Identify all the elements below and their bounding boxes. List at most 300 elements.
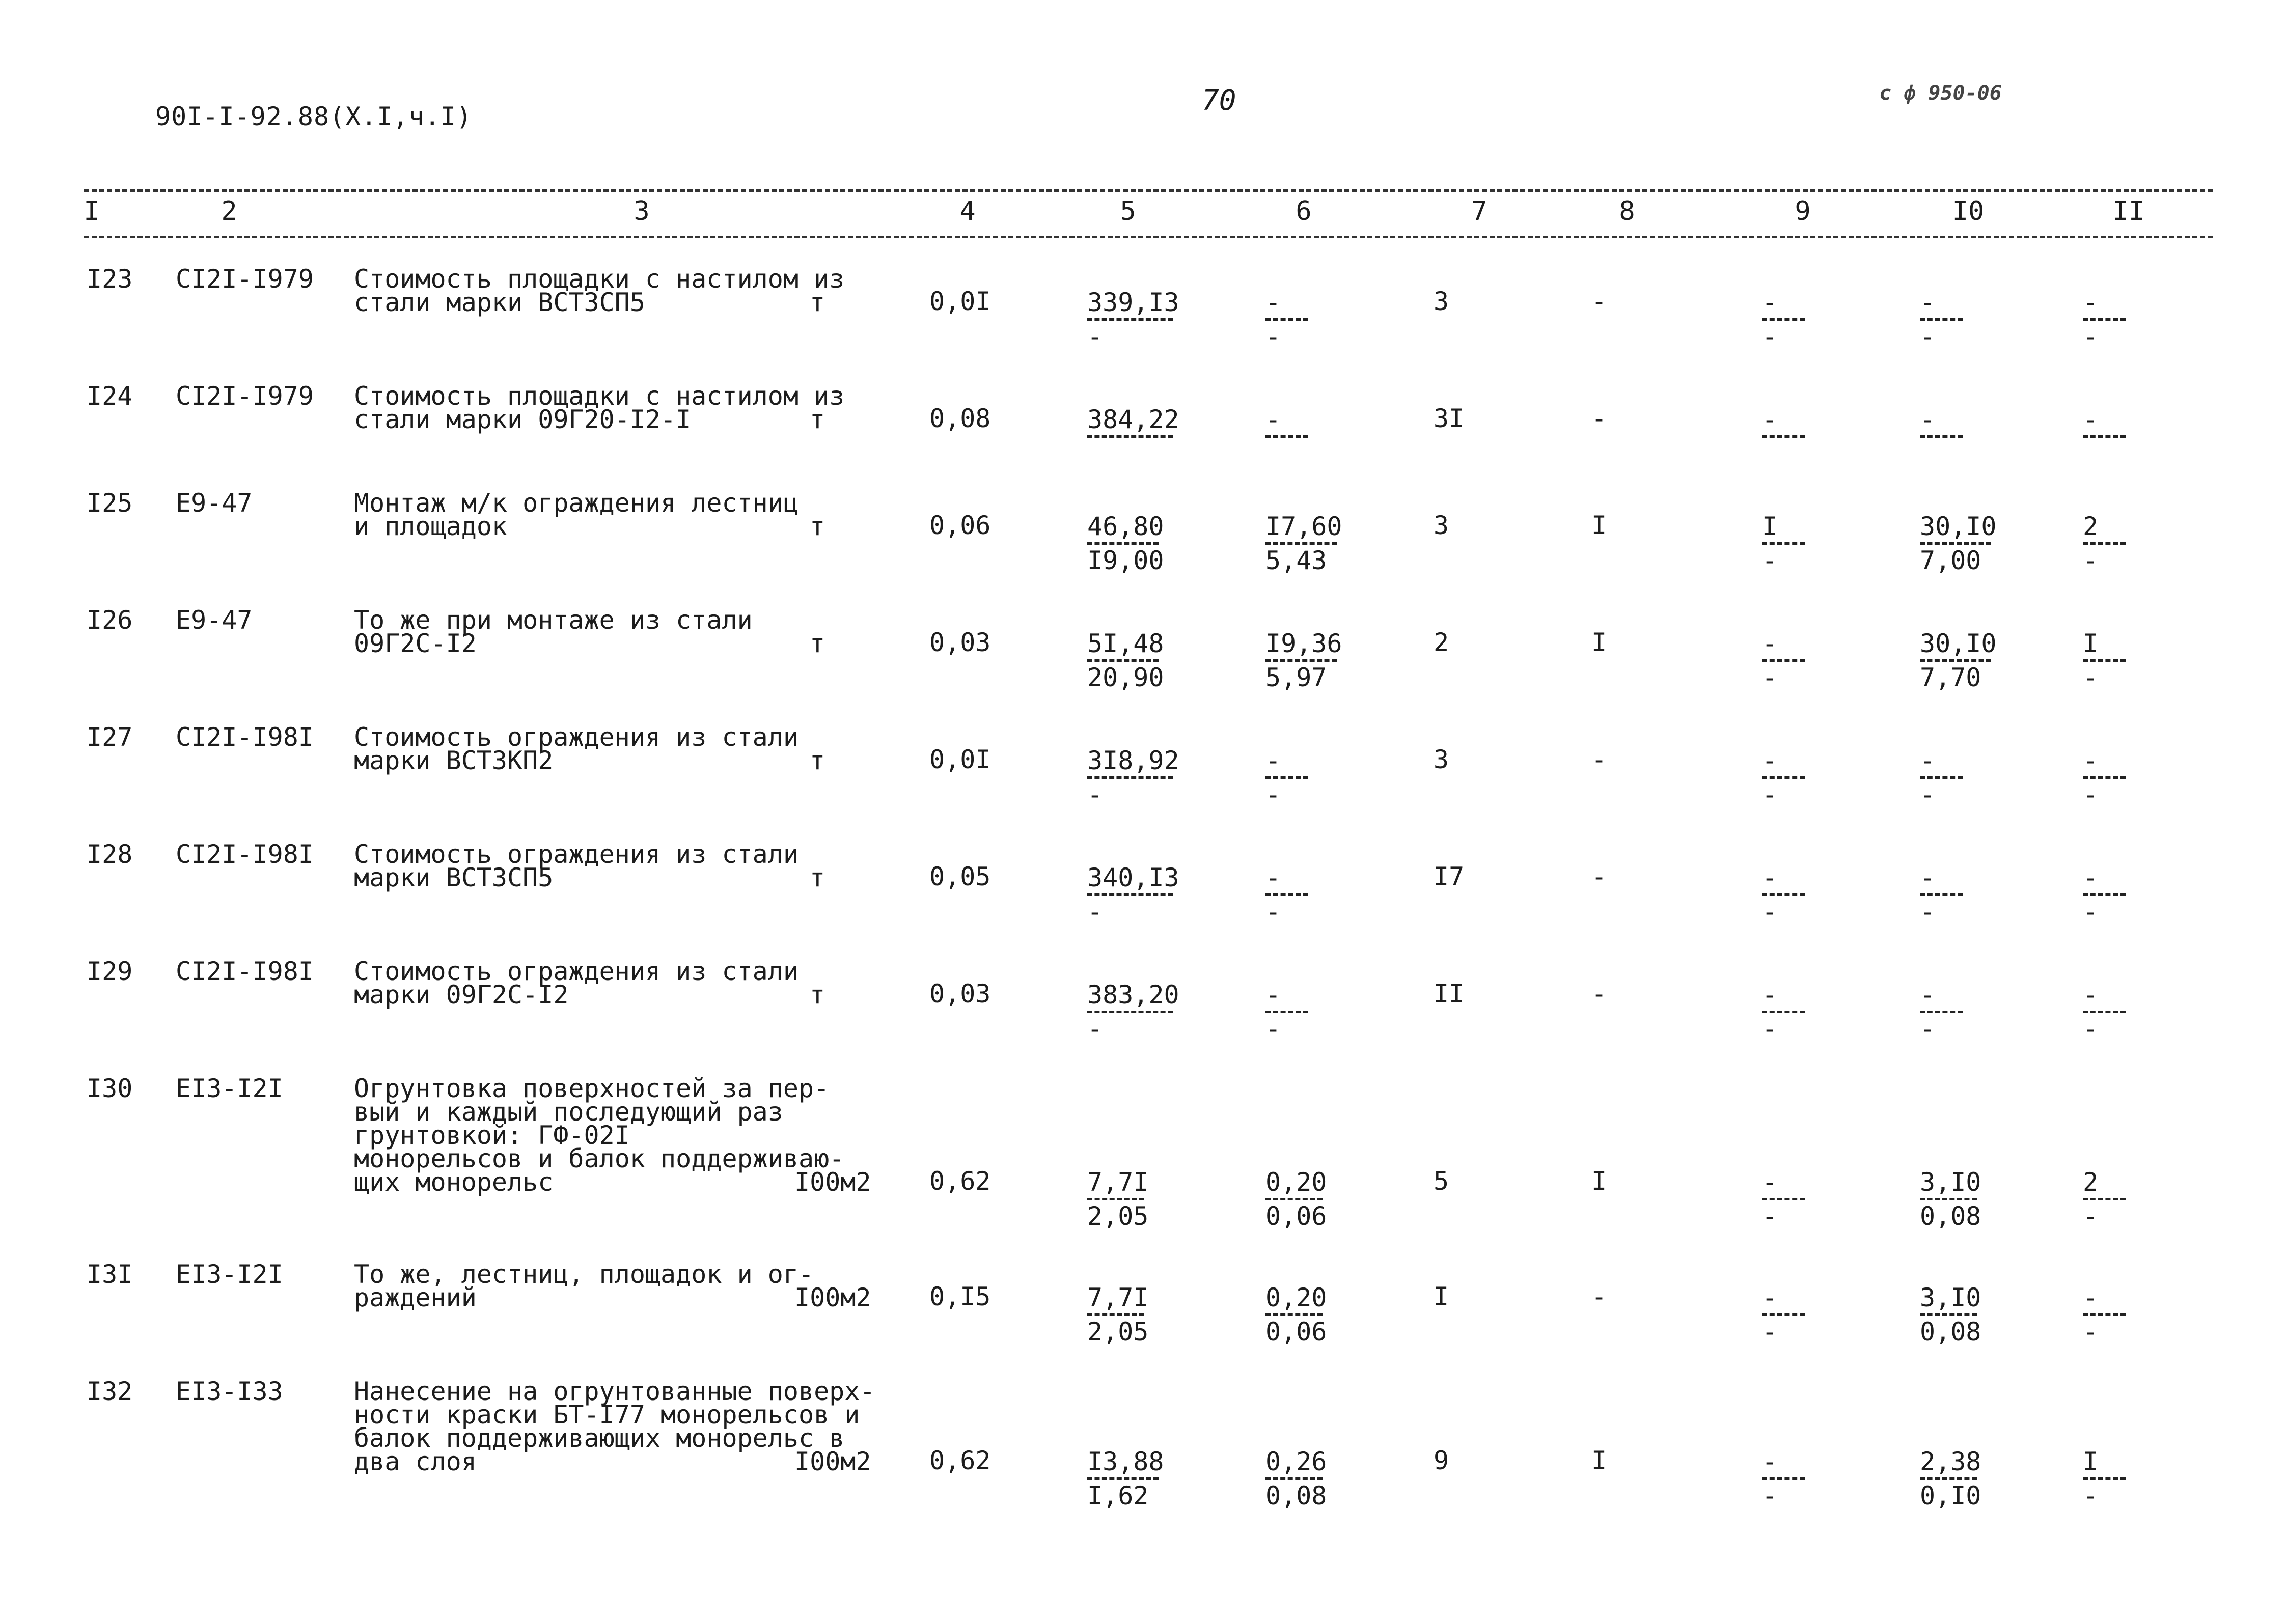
col7-value: 3 bbox=[1434, 287, 1449, 316]
cost-total-numerator: I3,88 bbox=[1087, 1447, 1164, 1476]
cost-total-fraction-bar bbox=[1087, 1313, 1144, 1316]
col10-value-denominator: 0,I0 bbox=[1920, 1481, 1981, 1510]
cost-machines bbox=[1265, 865, 1308, 925]
col8-value: - bbox=[1591, 287, 1607, 316]
col8-value: I bbox=[1591, 1166, 1607, 1196]
cost-total bbox=[1087, 982, 1179, 1042]
cost-total-denominator: 2,05 bbox=[1087, 1317, 1149, 1347]
col10-value-denominator: 0,08 bbox=[1920, 1201, 1981, 1231]
cost-total-fraction-bar bbox=[1087, 542, 1159, 545]
work-description-line: ности краски БТ-I77 монорельсов и bbox=[354, 1400, 860, 1430]
cost-machines-fraction-bar bbox=[1265, 776, 1308, 779]
quantity: 0,08 bbox=[929, 404, 991, 433]
cost-machines-fraction-bar bbox=[1265, 893, 1308, 896]
col9-value bbox=[1762, 407, 1805, 466]
col11-value-fraction-bar bbox=[2083, 893, 2126, 896]
col11-value-fraction-bar bbox=[2083, 435, 2126, 438]
norm-code: CI2I-I979 bbox=[176, 264, 314, 294]
col7-value: 3 bbox=[1434, 511, 1449, 540]
cost-machines-denominator: 0,06 bbox=[1265, 1201, 1327, 1231]
work-description-line: щих монорельс bbox=[354, 1167, 554, 1197]
unit: т bbox=[810, 288, 825, 317]
cost-total-denominator: 2,05 bbox=[1087, 1201, 1149, 1231]
work-description-line: Стоимость ограждения из стали bbox=[354, 957, 798, 986]
cost-machines-fraction-bar bbox=[1265, 1477, 1323, 1480]
work-description-line: два слоя bbox=[354, 1447, 477, 1476]
col11-value bbox=[2083, 1169, 2126, 1229]
norm-code: CI2I-I98I bbox=[176, 722, 314, 752]
cost-machines bbox=[1265, 1449, 1327, 1508]
cost-machines bbox=[1265, 514, 1342, 573]
work-description-line: То же при монтаже из стали bbox=[354, 605, 753, 635]
cost-machines-fraction-bar bbox=[1265, 318, 1308, 321]
unit: т bbox=[810, 746, 825, 775]
col9-value-fraction-bar bbox=[1762, 1011, 1805, 1013]
col11-value bbox=[2083, 290, 2126, 349]
col11-value-fraction-bar bbox=[2083, 542, 2126, 545]
col10-value-numerator: - bbox=[1920, 405, 1936, 434]
cost-total-numerator: 3I8,92 bbox=[1087, 746, 1179, 775]
col11-value-numerator: 2 bbox=[2083, 512, 2099, 541]
cost-machines bbox=[1265, 407, 1308, 466]
col8-value: - bbox=[1591, 745, 1607, 774]
cost-total-fraction-bar bbox=[1087, 893, 1173, 896]
column-header-5: 5 bbox=[1120, 196, 1136, 227]
norm-code: E9-47 bbox=[176, 488, 253, 518]
cost-machines-fraction-bar bbox=[1265, 1313, 1323, 1316]
row-number: I23 bbox=[87, 264, 133, 294]
col9-value-denominator: - bbox=[1762, 780, 1778, 809]
cost-total bbox=[1087, 407, 1179, 466]
col11-value-numerator: - bbox=[2083, 746, 2099, 775]
col9-value bbox=[1762, 982, 1805, 1042]
cost-total-numerator: 5I,48 bbox=[1087, 629, 1164, 658]
col9-value-numerator: I bbox=[1762, 512, 1778, 541]
norm-code: EI3-I33 bbox=[176, 1377, 283, 1406]
col9-value-denominator: - bbox=[1762, 663, 1778, 692]
col11-value-numerator: I bbox=[2083, 629, 2099, 658]
col9-value-numerator: - bbox=[1762, 288, 1778, 317]
cost-machines-denominator: 0,06 bbox=[1265, 1317, 1327, 1347]
col8-value: I bbox=[1591, 1446, 1607, 1475]
cost-machines-fraction-bar bbox=[1265, 1011, 1308, 1013]
work-description-line: грунтовкой: ГФ-02I bbox=[354, 1121, 630, 1150]
col8-value: - bbox=[1591, 1282, 1607, 1311]
cost-total-fraction-bar bbox=[1087, 1011, 1173, 1013]
col9-value bbox=[1762, 1285, 1805, 1345]
cost-machines bbox=[1265, 748, 1308, 807]
col7-value: 9 bbox=[1434, 1446, 1449, 1475]
cost-machines-numerator: 0,20 bbox=[1265, 1167, 1327, 1197]
cost-machines-numerator: - bbox=[1265, 405, 1281, 434]
col11-value bbox=[2083, 748, 2126, 807]
col11-value-denominator: - bbox=[2083, 663, 2099, 692]
cost-machines-fraction-bar bbox=[1265, 659, 1337, 662]
column-header-2: 2 bbox=[221, 196, 237, 227]
row-number: I30 bbox=[87, 1074, 133, 1103]
norm-code: E9-47 bbox=[176, 605, 253, 635]
col11-value-numerator: - bbox=[2083, 288, 2099, 317]
col9-value-numerator: - bbox=[1762, 405, 1778, 434]
col10-value bbox=[1920, 631, 1997, 690]
col9-value-numerator: - bbox=[1762, 1447, 1778, 1476]
column-header-9: 9 bbox=[1795, 196, 1811, 227]
col10-value bbox=[1920, 865, 1963, 925]
col7-value: 3I bbox=[1434, 404, 1465, 433]
col11-value bbox=[2083, 631, 2126, 690]
cost-machines-fraction-bar bbox=[1265, 435, 1308, 438]
cost-machines-denominator: 5,97 bbox=[1265, 663, 1327, 692]
col10-value-fraction-bar bbox=[1920, 1198, 1977, 1200]
work-description bbox=[354, 1074, 845, 1197]
col10-value-fraction-bar bbox=[1920, 776, 1963, 779]
document-code: 90I-I-92.88(X.I,ч.I) bbox=[155, 102, 473, 131]
work-description-line: стали марки ВСТ3СП5 bbox=[354, 288, 645, 317]
quantity: 0,03 bbox=[929, 628, 991, 657]
cost-total-denominator: - bbox=[1087, 322, 1103, 351]
col11-value-numerator: - bbox=[2083, 1283, 2099, 1312]
cost-machines-fraction-bar bbox=[1265, 1198, 1323, 1200]
work-description-line: монорельсов и балок поддерживаю- bbox=[354, 1144, 845, 1173]
col9-value-fraction-bar bbox=[1762, 318, 1805, 321]
col10-value-numerator: - bbox=[1920, 288, 1936, 317]
col9-value-denominator: - bbox=[1762, 897, 1778, 927]
column-header-8: 8 bbox=[1619, 196, 1635, 227]
cost-total-fraction-bar bbox=[1087, 776, 1173, 779]
cost-total-numerator: 384,22 bbox=[1087, 405, 1179, 434]
col11-value-denominator: - bbox=[2083, 1014, 2099, 1044]
column-header-10: I0 bbox=[1952, 196, 1985, 227]
col11-value bbox=[2083, 514, 2126, 573]
col10-value-fraction-bar bbox=[1920, 435, 1963, 438]
work-description-line: марки 09Г2С-I2 bbox=[354, 980, 569, 1010]
unit: I00м2 bbox=[794, 1283, 871, 1312]
cost-machines bbox=[1265, 631, 1342, 690]
column-header-11: II bbox=[2112, 196, 2145, 227]
col11-value bbox=[2083, 982, 2126, 1042]
cost-machines-numerator: I9,36 bbox=[1265, 629, 1342, 658]
cost-machines bbox=[1265, 1285, 1327, 1345]
cost-total bbox=[1087, 1449, 1164, 1508]
cost-machines-numerator: - bbox=[1265, 863, 1281, 892]
cost-total-denominator: - bbox=[1087, 1014, 1103, 1044]
norm-code: CI2I-I98I bbox=[176, 839, 314, 869]
col10-value-fraction-bar bbox=[1920, 318, 1963, 321]
col10-value-denominator: - bbox=[1920, 1014, 1936, 1044]
col11-value-fraction-bar bbox=[2083, 659, 2126, 662]
col11-value-fraction-bar bbox=[2083, 1313, 2126, 1316]
col7-value: 3 bbox=[1434, 745, 1449, 774]
col10-value-numerator: - bbox=[1920, 863, 1936, 892]
col11-value-numerator: - bbox=[2083, 863, 2099, 892]
col8-value: - bbox=[1591, 862, 1607, 891]
cost-total-numerator: 340,I3 bbox=[1087, 863, 1179, 892]
col11-value-denominator: - bbox=[2083, 1481, 2099, 1510]
row-number: I3I bbox=[87, 1259, 133, 1289]
row-number: I28 bbox=[87, 839, 133, 869]
col10-value bbox=[1920, 1169, 1981, 1229]
col11-value-numerator: 2 bbox=[2083, 1167, 2099, 1197]
cost-total-numerator: 46,80 bbox=[1087, 512, 1164, 541]
col10-value-denominator: - bbox=[1920, 322, 1936, 351]
cost-total-denominator: - bbox=[1087, 780, 1103, 809]
column-header-4: 4 bbox=[959, 196, 976, 227]
col10-value-numerator: - bbox=[1920, 746, 1936, 775]
cost-total-numerator: 339,I3 bbox=[1087, 288, 1179, 317]
col11-value-denominator: - bbox=[2083, 546, 2099, 575]
col10-value bbox=[1920, 290, 1963, 349]
unit: т bbox=[810, 405, 825, 434]
col11-value-fraction-bar bbox=[2083, 1011, 2126, 1013]
col10-value-denominator: - bbox=[1920, 780, 1936, 809]
col8-value: I bbox=[1591, 628, 1607, 657]
col11-value bbox=[2083, 1449, 2126, 1508]
col10-value-denominator: 7,00 bbox=[1920, 546, 1981, 575]
col10-value bbox=[1920, 748, 1963, 807]
cost-total-numerator: 383,20 bbox=[1087, 980, 1179, 1010]
cost-total-numerator: 7,7I bbox=[1087, 1167, 1149, 1197]
col9-value bbox=[1762, 514, 1805, 573]
col10-value-numerator: 3,I0 bbox=[1920, 1167, 1981, 1197]
unit: I00м2 bbox=[794, 1167, 871, 1197]
col9-value bbox=[1762, 631, 1805, 690]
cost-machines-numerator: 0,20 bbox=[1265, 1283, 1327, 1312]
col9-value-denominator: - bbox=[1762, 1317, 1778, 1347]
col10-value-fraction-bar bbox=[1920, 1313, 1977, 1316]
work-description bbox=[354, 957, 798, 1010]
cost-machines bbox=[1265, 982, 1308, 1042]
col10-value-numerator: 30,I0 bbox=[1920, 512, 1997, 541]
col9-value bbox=[1762, 865, 1805, 925]
cost-machines-denominator: 5,43 bbox=[1265, 546, 1327, 575]
work-description-line: стали марки 09Г20-I2-I bbox=[354, 405, 692, 434]
work-description-line: Стоимость площадки с настилом из bbox=[354, 264, 845, 294]
quantity: 0,0I bbox=[929, 287, 991, 316]
cost-total bbox=[1087, 865, 1179, 925]
col10-value-fraction-bar bbox=[1920, 659, 1991, 662]
cost-total bbox=[1087, 1169, 1148, 1229]
row-number: I26 bbox=[87, 605, 133, 635]
work-description bbox=[354, 381, 845, 434]
work-description-line: и площадок bbox=[354, 512, 508, 541]
quantity: 0,62 bbox=[929, 1166, 991, 1196]
col11-value bbox=[2083, 1285, 2126, 1345]
unit: I00м2 bbox=[794, 1447, 871, 1476]
col11-value-fraction-bar bbox=[2083, 318, 2126, 321]
col9-value-fraction-bar bbox=[1762, 1477, 1805, 1480]
quantity: 0,0I bbox=[929, 745, 991, 774]
header-rule-top bbox=[84, 189, 2213, 192]
cost-machines-numerator: - bbox=[1265, 980, 1281, 1010]
col9-value bbox=[1762, 748, 1805, 807]
col9-value-denominator: - bbox=[1762, 546, 1778, 575]
cost-total-denominator: - bbox=[1087, 897, 1103, 927]
row-number: I29 bbox=[87, 957, 133, 986]
col10-value-numerator: 30,I0 bbox=[1920, 629, 1997, 658]
col9-value-numerator: - bbox=[1762, 863, 1778, 892]
column-header-3: 3 bbox=[634, 196, 650, 227]
col10-value-denominator: - bbox=[1920, 897, 1936, 927]
work-description-line: То же, лестниц, площадок и ог- bbox=[354, 1259, 814, 1289]
work-description-line: Стоимость ограждения из стали bbox=[354, 722, 798, 752]
archive-stamp: с ф 950-06 bbox=[1879, 81, 2002, 105]
cost-total bbox=[1087, 290, 1179, 349]
norm-code: EI3-I2I bbox=[176, 1259, 283, 1289]
work-description bbox=[354, 722, 798, 775]
col7-value: I7 bbox=[1434, 862, 1465, 891]
work-description bbox=[354, 488, 798, 541]
col10-value-denominator: 7,70 bbox=[1920, 663, 1981, 692]
column-header-6: 6 bbox=[1296, 196, 1312, 227]
col7-value: II bbox=[1434, 979, 1465, 1009]
norm-code: EI3-I2I bbox=[176, 1074, 283, 1103]
col9-value-numerator: - bbox=[1762, 1283, 1778, 1312]
cost-total-denominator: I,62 bbox=[1087, 1481, 1149, 1510]
cost-machines-denominator: 0,08 bbox=[1265, 1481, 1327, 1510]
col9-value bbox=[1762, 1449, 1805, 1508]
row-number: I24 bbox=[87, 381, 133, 411]
quantity: 0,03 bbox=[929, 979, 991, 1009]
col11-value-denominator: - bbox=[2083, 322, 2099, 351]
work-description-line: вый и каждый последующий раз bbox=[354, 1097, 783, 1127]
work-description-line: Огрунтовка поверхностей за пер- bbox=[354, 1074, 830, 1103]
col11-value-numerator: I bbox=[2083, 1447, 2099, 1476]
col10-value bbox=[1920, 1449, 1981, 1508]
cost-machines-denominator: - bbox=[1265, 322, 1281, 351]
col10-value-numerator: - bbox=[1920, 980, 1936, 1010]
col11-value-denominator: - bbox=[2083, 1317, 2099, 1347]
cost-total bbox=[1087, 514, 1164, 573]
work-description bbox=[354, 605, 753, 658]
cost-machines-denominator: - bbox=[1265, 780, 1281, 809]
col9-value-denominator: - bbox=[1762, 1201, 1778, 1231]
work-description-line: Монтаж м/к ограждения лестниц bbox=[354, 488, 798, 518]
quantity: 0,05 bbox=[929, 862, 991, 891]
col10-value bbox=[1920, 1285, 1981, 1345]
col10-value-fraction-bar bbox=[1920, 1011, 1963, 1013]
col10-value bbox=[1920, 407, 1963, 466]
col9-value-numerator: - bbox=[1762, 629, 1778, 658]
header-rule-bottom bbox=[84, 236, 2213, 238]
quantity: 0,I5 bbox=[929, 1282, 991, 1311]
cost-total-fraction-bar bbox=[1087, 318, 1173, 321]
work-description-line: марки ВСТ3КП2 bbox=[354, 746, 554, 775]
col11-value-denominator: - bbox=[2083, 897, 2099, 927]
col9-value bbox=[1762, 290, 1805, 349]
work-description bbox=[354, 839, 798, 892]
cost-total-numerator: 7,7I bbox=[1087, 1283, 1149, 1312]
unit: т bbox=[810, 629, 825, 658]
quantity: 0,06 bbox=[929, 511, 991, 540]
col7-value: 2 bbox=[1434, 628, 1449, 657]
col11-value-numerator: - bbox=[2083, 405, 2099, 434]
col9-value-fraction-bar bbox=[1762, 1313, 1805, 1316]
col9-value-denominator: - bbox=[1762, 1481, 1778, 1510]
row-number: I25 bbox=[87, 488, 133, 518]
col10-value-numerator: 3,I0 bbox=[1920, 1283, 1981, 1312]
col9-value-fraction-bar bbox=[1762, 893, 1805, 896]
col11-value-denominator: - bbox=[2083, 1201, 2099, 1231]
col11-value-fraction-bar bbox=[2083, 1477, 2126, 1480]
work-description-line: Стоимость площадки с настилом из bbox=[354, 381, 845, 411]
col8-value: - bbox=[1591, 979, 1607, 1009]
col8-value: I bbox=[1591, 511, 1607, 540]
norm-code: CI2I-I979 bbox=[176, 381, 314, 411]
quantity: 0,62 bbox=[929, 1446, 991, 1475]
col9-value-numerator: - bbox=[1762, 980, 1778, 1010]
cost-machines bbox=[1265, 1169, 1327, 1229]
cost-machines-numerator: I7,60 bbox=[1265, 512, 1342, 541]
cost-machines-denominator: - bbox=[1265, 1014, 1281, 1044]
column-header-1: I bbox=[84, 196, 100, 227]
cost-machines-numerator: - bbox=[1265, 288, 1281, 317]
row-number: I27 bbox=[87, 722, 133, 752]
col10-value-fraction-bar bbox=[1920, 893, 1963, 896]
col9-value-fraction-bar bbox=[1762, 1198, 1805, 1200]
col10-value bbox=[1920, 982, 1963, 1042]
col10-value-fraction-bar bbox=[1920, 542, 1991, 545]
cost-machines-numerator: - bbox=[1265, 746, 1281, 775]
work-description-line: балок поддерживающих монорельс в bbox=[354, 1423, 845, 1453]
col9-value-fraction-bar bbox=[1762, 542, 1805, 545]
cost-total-fraction-bar bbox=[1087, 1477, 1159, 1480]
cost-total bbox=[1087, 748, 1179, 807]
col9-value bbox=[1762, 1169, 1805, 1229]
work-description bbox=[354, 1259, 814, 1312]
col9-value-numerator: - bbox=[1762, 746, 1778, 775]
col11-value-numerator: - bbox=[2083, 980, 2099, 1010]
work-description-line: раждений bbox=[354, 1283, 477, 1312]
col7-value: I bbox=[1434, 1282, 1449, 1311]
cost-total-fraction-bar bbox=[1087, 1198, 1144, 1200]
col10-value-numerator: 2,38 bbox=[1920, 1447, 1981, 1476]
unit: т bbox=[810, 980, 825, 1010]
unit: т bbox=[810, 863, 825, 892]
cost-total-denominator: 20,90 bbox=[1087, 663, 1164, 692]
norm-code: CI2I-I98I bbox=[176, 957, 314, 986]
col7-value: 5 bbox=[1434, 1166, 1449, 1196]
col9-value-denominator: - bbox=[1762, 1014, 1778, 1044]
col9-value-fraction-bar bbox=[1762, 776, 1805, 779]
work-description-line: марки ВСТ3СП5 bbox=[354, 863, 554, 892]
col11-value-denominator: - bbox=[2083, 780, 2099, 809]
col11-value-fraction-bar bbox=[2083, 776, 2126, 779]
page-number: 70 bbox=[1202, 84, 1236, 117]
cost-total-fraction-bar bbox=[1087, 659, 1159, 662]
work-description-line: Нанесение на огрунтованные поверх- bbox=[354, 1377, 875, 1406]
cost-machines-fraction-bar bbox=[1265, 542, 1337, 545]
col11-value bbox=[2083, 865, 2126, 925]
col9-value-denominator: - bbox=[1762, 322, 1778, 351]
col11-value-fraction-bar bbox=[2083, 1198, 2126, 1200]
work-description bbox=[354, 264, 845, 317]
cost-total-fraction-bar bbox=[1087, 435, 1173, 438]
cost-total-denominator: I9,00 bbox=[1087, 546, 1164, 575]
cost-machines bbox=[1265, 290, 1308, 349]
cost-machines-numerator: 0,26 bbox=[1265, 1447, 1327, 1476]
col11-value bbox=[2083, 407, 2126, 466]
col8-value: - bbox=[1591, 404, 1607, 433]
col10-value bbox=[1920, 514, 1997, 573]
work-description-line: Стоимость ограждения из стали bbox=[354, 839, 798, 869]
cost-total bbox=[1087, 1285, 1148, 1345]
col9-value-fraction-bar bbox=[1762, 435, 1805, 438]
col9-value-numerator: - bbox=[1762, 1167, 1778, 1197]
col10-value-fraction-bar bbox=[1920, 1477, 1977, 1480]
unit: т bbox=[810, 512, 825, 541]
work-description-line: 09Г2С-I2 bbox=[354, 629, 477, 658]
col9-value-fraction-bar bbox=[1762, 659, 1805, 662]
